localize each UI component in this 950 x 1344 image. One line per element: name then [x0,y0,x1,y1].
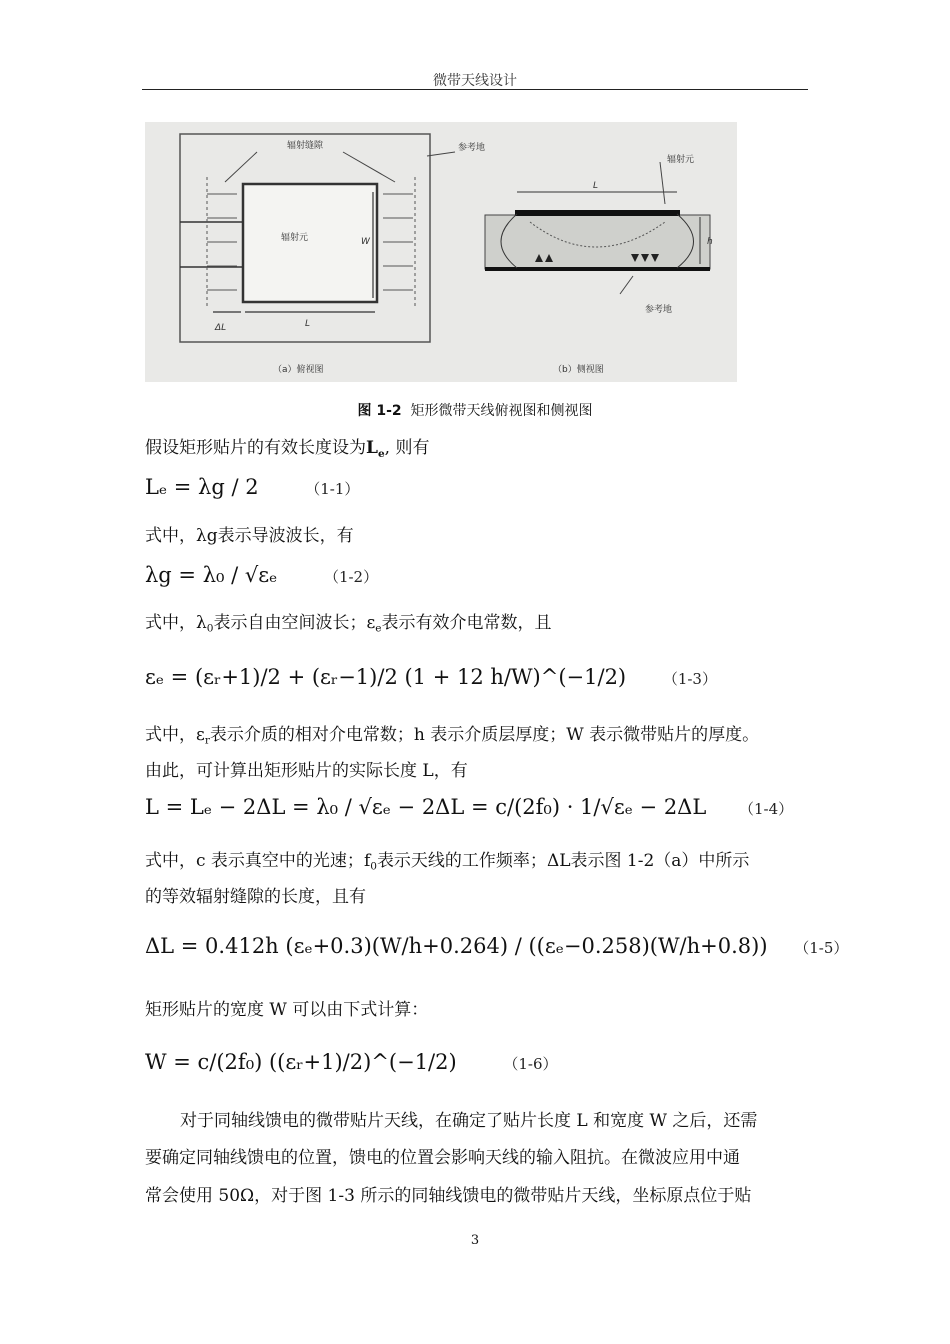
p1-symbol-sub: e [377,448,385,460]
equation-1-6 [145,1050,558,1074]
p1-symbol: L [366,438,378,458]
patch-layer [515,210,680,216]
eq4-body: L = Lₑ − 2ΔL = λ₀ / √εₑ − 2ΔL = c/(2f₀) · 1/√εₑ − 2ΔL [145,795,707,819]
eq1-body: Lₑ = λg / 2 [145,475,259,499]
paragraph-10: 要确定同轴线馈电的位置，馈电的位置会影响天线的输入阻抗。在微波应用中通 [145,1148,740,1168]
label-sub-b: （b）侧视图 [553,365,604,375]
label-sub-a: （a）俯视图 [273,365,324,375]
equation-1-4 [145,795,793,819]
p4-eps-sub: r [204,734,210,747]
p2-c: 表示导波波长，有 [217,526,354,546]
p1-tail: , 则有 [384,438,430,458]
p2-symbol: λg [196,526,218,546]
paragraph-1 [145,433,429,458]
label-w: W [361,237,370,247]
patch-side-pointer [660,162,665,204]
label-patch-top: 辐射元 [281,233,309,243]
label-ground-top: 参考地 [458,143,486,153]
paragraph-9: 对于同轴线馈电的微带贴片天线，在确定了贴片长度 L 和宽度 W 之后，还需 [180,1111,758,1131]
paragraph-5: 由此，可计算出矩形贴片的实际长度 L，有 [145,761,468,781]
p3-eps: ε [366,613,376,633]
patch-rect [243,184,377,302]
paragraph-8: 矩形贴片的宽度 W 可以由下式计算： [145,1000,429,1020]
paragraph-3 [145,608,552,635]
p2-a: 式中， [145,526,196,546]
ground-pointer [427,152,455,156]
p3-c: 表示自由空间波长； [213,613,367,633]
p6-a: 式中，c 表示真空中的光速； [145,851,364,871]
label-delta-l: ΔL [215,323,227,333]
eq5-body: ΔL = 0.412h (εₑ+0.3)(W/h+0.264) / ((εₑ−0.258)(W/h+0.8)) [145,934,768,958]
eq2-number: （1-2） [323,568,379,586]
label-l-side: L [593,181,599,191]
page-number: 3 [470,1233,480,1248]
running-header: 微带天线设计 [433,73,517,89]
label-patch-side: 辐射元 [667,155,695,165]
paragraph-4 [145,720,759,747]
eq6-number: （1-6） [503,1055,558,1073]
p3-e: 表示有效介电常数，且 [381,613,552,633]
header-rule [142,89,808,90]
paragraph-2 [145,521,354,546]
label-l-top: L [305,319,311,329]
eq6-body: W = c/(2f₀) ((εᵣ+1)/2)^(−1/2) [145,1050,457,1074]
eq3-number: （1-3） [662,670,717,688]
ground-layer [485,267,710,271]
figure-caption [0,400,950,420]
p6-e: 表示图 1-2（a）中所示 [570,851,750,871]
p3-lambda: λ [196,613,207,633]
label-h: h [707,237,713,247]
p6-delta-l: ΔL [546,851,571,871]
equation-1-1 [145,475,359,499]
p3-a: 式中， [145,613,196,633]
feed-line [180,222,243,267]
equation-1-5 [145,934,848,958]
eq4-number: （1-4） [738,800,794,818]
caption-number: 图 1-2 [357,403,402,419]
p1-text: 假设矩形贴片的有效长度设为 [145,438,366,458]
p4-c: 表示介质的相对介电常数；h 表示介质层厚度；W 表示微带贴片的厚度。 [209,725,760,745]
paragraph-6 [145,846,749,873]
p6-f-sub: 0 [370,860,377,873]
label-radiating-slot: 辐射缝隙 [287,141,324,151]
slot-pointer-right [343,152,395,182]
figure-drawing [145,122,737,382]
paragraph-7: 的等效辐射缝隙的长度，且有 [145,887,366,907]
p3-lambda-sub: 0 [206,622,214,635]
substrate [485,215,710,269]
ground-side-pointer [620,276,633,294]
paragraph-11: 常会使用 50Ω，对于图 1-3 所示的同轴线馈电的微带贴片天线，坐标原点位于贴 [145,1186,752,1206]
caption-text: 矩形微带天线俯视图和侧视图 [410,403,593,419]
p3-eps-sub: e [375,622,382,635]
equation-1-3 [145,665,717,689]
eq3-body: εₑ = (εᵣ+1)/2 + (εᵣ−1)/2 (1 + 12 h/W)^(−1/2) [145,665,627,689]
p6-c: 表示天线的工作频率； [376,851,547,871]
slot-pointer-left [225,152,257,182]
slot-arrows-right [383,194,413,290]
slot-arrows-left [207,194,237,290]
p4-eps: ε [196,725,205,745]
equation-1-2 [145,563,378,587]
eq5-number: （1-5） [794,939,849,957]
label-ground-side: 参考地 [645,305,673,315]
eq2-body: λg = λ₀ / √εₑ [145,563,278,587]
figure-1-2 [145,122,737,382]
eq1-number: （1-1） [305,480,360,498]
p6-f: f [363,851,371,871]
p4-a: 式中， [145,725,196,745]
